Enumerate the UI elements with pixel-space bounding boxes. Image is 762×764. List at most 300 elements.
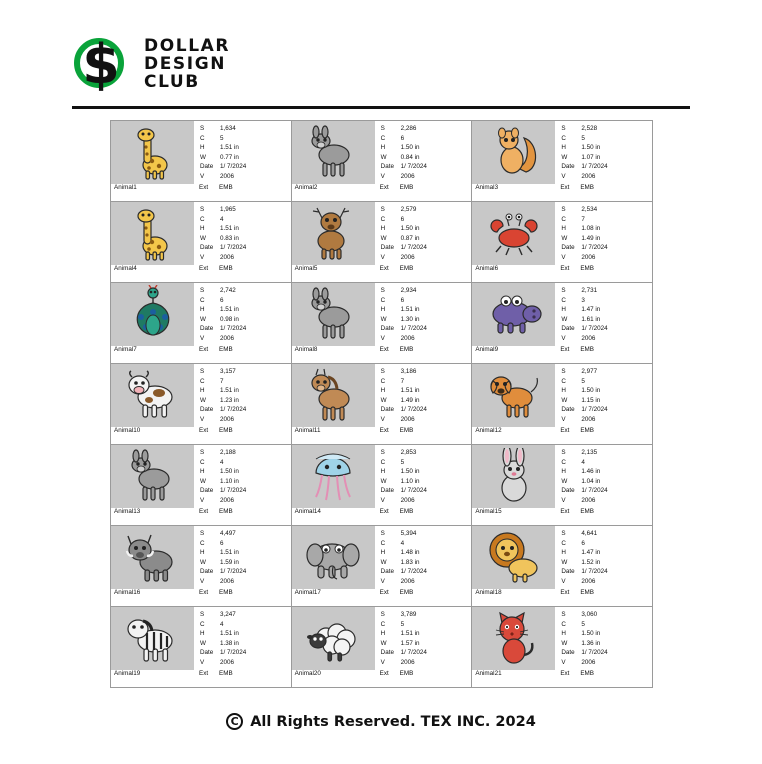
- spec-value-colors: 4: [581, 458, 585, 466]
- spec-key-height: H: [380, 468, 386, 476]
- spec-value-version: 2006: [581, 577, 596, 585]
- spec-key-ext: Ext: [199, 345, 209, 353]
- brand-line-1: DOLLAR: [144, 36, 231, 57]
- spec-key-width: W: [200, 234, 206, 242]
- spec-key-ext: Ext: [199, 669, 209, 677]
- spec-key-version: V: [380, 658, 385, 666]
- spec-key-version: V: [200, 658, 205, 666]
- design-specs: [375, 121, 472, 184]
- spec-key-colors: C: [380, 215, 386, 223]
- lion-icon: [472, 526, 555, 589]
- brand-wordmark: [144, 38, 230, 91]
- spec-key-version: V: [561, 334, 566, 342]
- spec-value-colors: 7: [581, 215, 585, 223]
- design-name: Animal12: [475, 426, 502, 434]
- spec-key-height: H: [561, 387, 566, 395]
- spec-key-version: V: [200, 496, 205, 504]
- spec-key-colors: C: [200, 296, 205, 304]
- spec-key-width: W: [200, 639, 206, 647]
- spec-key-width: W: [380, 234, 387, 242]
- design-name: Animal7: [114, 345, 137, 353]
- deer-icon: [292, 202, 375, 265]
- spec-value-date: 1/ 7/2024: [400, 406, 427, 414]
- spec-value-width: 1.49 in: [581, 234, 601, 242]
- spec-value-date: 1/ 7/2024: [581, 406, 608, 414]
- spec-value-height: 1.51 in: [220, 306, 239, 314]
- spec-key-ext: Ext: [560, 669, 570, 677]
- spec-key-stitches: S: [380, 125, 385, 132]
- design-name: Animal10: [114, 426, 141, 434]
- peacock-icon: [111, 283, 194, 346]
- spec-value-height: 1.50 in: [400, 144, 420, 152]
- spec-value-width: 1.61 in: [581, 315, 601, 323]
- spec-key-date: Date: [380, 163, 394, 171]
- spec-key-date: Date: [561, 649, 575, 657]
- spec-key-height: H: [380, 144, 386, 152]
- spec-value-width: 1.23 in: [220, 396, 239, 404]
- spec-value-stitches: 3,060: [581, 611, 598, 618]
- footer: [0, 712, 762, 730]
- spec-key-version: V: [380, 577, 385, 585]
- spec-key-width: W: [200, 558, 206, 566]
- spec-value-colors: 4: [220, 215, 224, 223]
- spec-value-ext: EMB: [399, 345, 414, 353]
- spec-value-width: 0.77 in: [220, 153, 239, 161]
- spec-value-ext: EMB: [580, 183, 594, 191]
- spec-key-date: Date: [380, 244, 394, 252]
- spec-value-date: 1/ 7/2024: [400, 163, 427, 171]
- design-cell[interactable]: [292, 283, 473, 364]
- design-cell[interactable]: [111, 364, 292, 445]
- spec-key-stitches: S: [200, 368, 205, 375]
- spec-key-version: V: [380, 415, 385, 423]
- spec-value-width: 1.15 in: [581, 396, 601, 404]
- design-specs: [555, 445, 652, 508]
- spec-key-colors: C: [380, 134, 386, 142]
- spec-value-height: 1.47 in: [581, 306, 601, 314]
- spec-key-date: Date: [200, 163, 214, 171]
- spec-value-height: 1.51 in: [220, 549, 239, 557]
- design-name: Animal1: [114, 183, 137, 191]
- donkey-icon: [292, 283, 375, 346]
- spec-key-date: Date: [561, 487, 575, 495]
- spec-key-ext: Ext: [560, 426, 570, 434]
- spec-key-stitches: S: [200, 449, 205, 456]
- spec-value-version: 2006: [400, 658, 415, 666]
- spec-value-colors: 6: [400, 296, 405, 304]
- spec-value-colors: 5: [220, 134, 224, 142]
- design-cell[interactable]: [111, 121, 292, 202]
- spec-value-date: 1/ 7/2024: [581, 325, 608, 333]
- spec-key-date: Date: [200, 406, 214, 414]
- header-divider: [72, 106, 690, 109]
- brand-header: [72, 34, 692, 96]
- spec-key-version: V: [561, 415, 566, 423]
- spec-key-stitches: S: [380, 530, 385, 537]
- spec-key-date: Date: [561, 568, 575, 576]
- spec-key-stitches: S: [561, 449, 566, 456]
- spec-value-version: 2006: [220, 577, 235, 585]
- spec-key-ext: Ext: [379, 669, 389, 677]
- spec-key-height: H: [561, 549, 566, 557]
- spec-value-date: 1/ 7/2024: [400, 487, 427, 495]
- jellyfish-icon: [292, 445, 375, 508]
- spec-value-version: 2006: [400, 334, 415, 342]
- design-grid: [110, 120, 653, 688]
- spec-key-date: Date: [561, 244, 575, 252]
- spec-value-ext: EMB: [399, 183, 414, 191]
- cow-icon: [111, 364, 194, 427]
- spec-key-ext: Ext: [379, 264, 389, 272]
- spec-key-ext: Ext: [560, 183, 570, 191]
- spec-key-width: W: [380, 315, 387, 323]
- spec-key-stitches: S: [561, 368, 566, 375]
- spec-value-width: 1.30 in: [400, 315, 420, 323]
- spec-value-ext: EMB: [580, 669, 594, 677]
- spec-key-colors: C: [561, 134, 566, 142]
- sheep-icon: [292, 607, 375, 670]
- donkey-icon: [111, 445, 194, 508]
- design-name: Animal19: [114, 669, 141, 677]
- spec-value-width: 1.49 in: [400, 396, 420, 404]
- spec-value-stitches: 2,977: [581, 368, 598, 375]
- spec-value-version: 2006: [220, 172, 235, 180]
- spec-value-ext: EMB: [399, 669, 414, 677]
- elephant-icon: [292, 526, 375, 589]
- design-specs: [375, 607, 472, 670]
- spec-key-height: H: [200, 225, 205, 233]
- spec-key-height: H: [561, 306, 566, 314]
- horse-icon: [292, 364, 375, 427]
- spec-value-height: 1.08 in: [581, 225, 601, 233]
- spec-key-width: W: [200, 477, 206, 485]
- spec-value-height: 1.51 in: [220, 144, 239, 152]
- spec-value-colors: 5: [581, 620, 585, 628]
- spec-key-width: W: [561, 558, 568, 566]
- design-specs: [555, 121, 652, 184]
- spec-key-date: Date: [380, 406, 394, 414]
- spec-value-stitches: 3,789: [400, 611, 417, 618]
- brand-line-2: DESIGN: [144, 54, 227, 75]
- design-cell[interactable]: [111, 526, 292, 607]
- spec-key-date: Date: [200, 649, 214, 657]
- design-cell[interactable]: [472, 283, 653, 364]
- zebra-icon: [111, 607, 194, 670]
- hippo-icon: [472, 283, 555, 346]
- spec-value-stitches: 3,247: [220, 611, 236, 618]
- spec-value-stitches: 3,186: [400, 368, 417, 375]
- spec-key-colors: C: [380, 620, 386, 628]
- spec-value-height: 1.51 in: [220, 387, 239, 395]
- spec-value-width: 0.87 in: [400, 234, 420, 242]
- spec-value-ext: EMB: [580, 264, 594, 272]
- design-cell[interactable]: [292, 121, 473, 202]
- spec-key-colors: C: [561, 458, 566, 466]
- spec-value-stitches: 2,528: [581, 125, 598, 132]
- giraffe-icon: [111, 121, 194, 184]
- design-cell[interactable]: [111, 202, 292, 283]
- spec-key-width: W: [380, 477, 387, 485]
- design-cell[interactable]: [292, 202, 473, 283]
- spec-value-width: 1.04 in: [581, 477, 601, 485]
- spec-value-version: 2006: [581, 334, 596, 342]
- spec-value-width: 1.38 in: [220, 639, 239, 647]
- spec-key-ext: Ext: [199, 507, 209, 515]
- spec-key-stitches: S: [200, 125, 205, 132]
- spec-key-stitches: S: [200, 287, 205, 294]
- spec-key-width: W: [561, 153, 568, 161]
- design-specs: [194, 202, 291, 265]
- spec-key-stitches: S: [200, 206, 205, 213]
- spec-value-height: 1.51 in: [400, 387, 420, 395]
- spec-key-height: H: [380, 306, 386, 314]
- spec-key-version: V: [561, 172, 566, 180]
- design-specs: [194, 121, 291, 184]
- spec-key-width: W: [561, 234, 568, 242]
- spec-key-width: W: [380, 396, 387, 404]
- spec-key-colors: C: [200, 458, 205, 466]
- spec-key-version: V: [200, 577, 205, 585]
- spec-value-version: 2006: [400, 172, 415, 180]
- spec-value-colors: 4: [220, 620, 224, 628]
- spec-value-stitches: 2,135: [581, 449, 598, 456]
- spec-value-width: 1.57 in: [400, 639, 420, 647]
- spec-key-date: Date: [200, 568, 214, 576]
- design-specs: [194, 607, 291, 670]
- spec-key-width: W: [200, 153, 206, 161]
- spec-key-colors: C: [200, 620, 205, 628]
- spec-key-stitches: S: [380, 368, 385, 375]
- spec-key-colors: C: [380, 377, 386, 385]
- design-cell[interactable]: [111, 607, 292, 688]
- design-cell[interactable]: [292, 445, 473, 526]
- spec-key-version: V: [380, 253, 385, 261]
- spec-value-colors: 6: [220, 296, 224, 304]
- spec-key-width: W: [561, 315, 568, 323]
- spec-key-version: V: [200, 253, 205, 261]
- spec-value-height: 1.46 in: [581, 468, 601, 476]
- spec-key-height: H: [200, 144, 205, 152]
- design-name: Animal9: [475, 345, 499, 353]
- spec-value-ext: EMB: [219, 507, 233, 515]
- spec-value-ext: EMB: [399, 426, 414, 434]
- spec-value-ext: EMB: [399, 507, 414, 515]
- spec-key-ext: Ext: [379, 588, 389, 596]
- spec-key-version: V: [380, 172, 385, 180]
- spec-value-height: 1.51 in: [220, 225, 239, 233]
- spec-value-stitches: 1,965: [220, 206, 236, 213]
- spec-value-width: 1.52 in: [581, 558, 601, 566]
- design-cell[interactable]: [111, 283, 292, 364]
- spec-value-date: 1/ 7/2024: [220, 325, 247, 333]
- spec-key-stitches: S: [561, 125, 566, 132]
- design-name: Animal15: [475, 507, 502, 515]
- spec-key-date: Date: [380, 649, 394, 657]
- design-cell[interactable]: [111, 445, 292, 526]
- spec-value-date: 1/ 7/2024: [400, 649, 427, 657]
- spec-key-date: Date: [561, 325, 575, 333]
- spec-key-date: Date: [380, 325, 394, 333]
- spec-key-height: H: [380, 387, 386, 395]
- design-specs: [555, 283, 652, 346]
- spec-value-stitches: 2,188: [220, 449, 236, 456]
- spec-value-ext: EMB: [580, 588, 594, 596]
- spec-key-ext: Ext: [379, 507, 389, 515]
- spec-key-version: V: [200, 172, 205, 180]
- spec-key-stitches: S: [561, 530, 566, 537]
- spec-value-colors: 6: [400, 215, 405, 223]
- copyright-icon: C: [226, 713, 243, 730]
- spec-value-width: 1.07 in: [581, 153, 601, 161]
- spec-value-width: 1.59 in: [220, 558, 239, 566]
- spec-value-ext: EMB: [219, 669, 233, 677]
- spec-value-ext: EMB: [399, 264, 414, 272]
- spec-key-version: V: [561, 496, 566, 504]
- design-cell[interactable]: [292, 526, 473, 607]
- spec-value-colors: 7: [400, 377, 405, 385]
- spec-value-width: 0.84 in: [400, 153, 420, 161]
- spec-value-width: 1.10 in: [400, 477, 420, 485]
- design-name: Animal13: [114, 507, 141, 515]
- spec-key-version: V: [561, 658, 566, 666]
- spec-value-version: 2006: [400, 415, 415, 423]
- spec-key-version: V: [561, 253, 566, 261]
- spec-key-colors: C: [561, 539, 566, 547]
- cat-icon: [472, 607, 555, 670]
- spec-key-version: V: [561, 577, 566, 585]
- spec-value-width: 0.83 in: [220, 234, 239, 242]
- design-cell[interactable]: [472, 607, 653, 688]
- rabbit-icon: [472, 445, 555, 508]
- spec-value-colors: 6: [400, 134, 405, 142]
- design-specs: [194, 526, 291, 589]
- spec-value-colors: 5: [581, 377, 585, 385]
- spec-key-height: H: [200, 387, 205, 395]
- spec-value-date: 1/ 7/2024: [220, 244, 247, 252]
- spec-value-stitches: 2,742: [220, 287, 236, 294]
- spec-value-colors: 5: [400, 458, 405, 466]
- spec-key-ext: Ext: [199, 264, 209, 272]
- spec-value-date: 1/ 7/2024: [400, 568, 427, 576]
- squirrel-icon: [472, 121, 555, 184]
- design-specs: [375, 364, 472, 427]
- spec-key-width: W: [200, 396, 206, 404]
- spec-key-ext: Ext: [199, 426, 209, 434]
- design-cell[interactable]: [472, 526, 653, 607]
- spec-value-version: 2006: [400, 496, 415, 504]
- spec-key-stitches: S: [200, 611, 205, 618]
- spec-value-date: 1/ 7/2024: [220, 649, 247, 657]
- spec-key-date: Date: [380, 487, 394, 495]
- design-specs: [375, 526, 472, 589]
- spec-key-height: H: [200, 630, 205, 638]
- spec-value-colors: 7: [220, 377, 224, 385]
- spec-value-ext: EMB: [219, 588, 233, 596]
- design-specs: [555, 607, 652, 670]
- spec-key-ext: Ext: [199, 588, 209, 596]
- spec-value-stitches: 5,394: [400, 530, 417, 537]
- spec-value-colors: 6: [581, 539, 585, 547]
- spec-key-colors: C: [200, 377, 205, 385]
- design-cell[interactable]: [292, 364, 473, 445]
- spec-value-ext: EMB: [580, 426, 594, 434]
- spec-key-height: H: [380, 549, 386, 557]
- design-name: Animal8: [294, 345, 318, 353]
- spec-key-width: W: [380, 153, 387, 161]
- spec-value-colors: 5: [581, 134, 585, 142]
- spec-value-colors: 6: [220, 539, 224, 547]
- design-specs: [375, 445, 472, 508]
- spec-key-ext: Ext: [560, 345, 570, 353]
- spec-value-stitches: 4,497: [220, 530, 236, 537]
- design-cell[interactable]: [292, 607, 473, 688]
- spec-key-colors: C: [561, 215, 566, 223]
- spec-value-stitches: 2,934: [400, 287, 417, 294]
- spec-value-colors: 5: [400, 620, 405, 628]
- spec-key-height: H: [200, 549, 205, 557]
- design-specs: [375, 202, 472, 265]
- spec-value-version: 2006: [581, 658, 596, 666]
- spec-key-ext: Ext: [379, 183, 389, 191]
- spec-value-date: 1/ 7/2024: [400, 325, 427, 333]
- design-name: Animal4: [114, 264, 137, 272]
- design-cell[interactable]: [472, 364, 653, 445]
- spec-value-stitches: 3,157: [220, 368, 236, 375]
- design-specs: [555, 364, 652, 427]
- spec-value-version: 2006: [581, 253, 596, 261]
- spec-key-width: W: [561, 396, 568, 404]
- design-cell[interactable]: [472, 445, 653, 526]
- design-name: Animal11: [294, 426, 321, 434]
- spec-value-date: 1/ 7/2024: [581, 649, 608, 657]
- design-cell[interactable]: [472, 121, 653, 202]
- spec-value-version: 2006: [581, 496, 596, 504]
- spec-value-date: 1/ 7/2024: [220, 487, 247, 495]
- spec-key-ext: Ext: [379, 345, 389, 353]
- spec-value-colors: 4: [220, 458, 224, 466]
- spec-value-stitches: 2,286: [400, 125, 417, 132]
- design-name: Animal18: [475, 588, 502, 596]
- design-cell[interactable]: [472, 202, 653, 283]
- spec-value-date: 1/ 7/2024: [581, 568, 608, 576]
- spec-value-date: 1/ 7/2024: [581, 244, 608, 252]
- design-specs: [194, 283, 291, 346]
- spec-key-stitches: S: [200, 530, 205, 537]
- spec-value-date: 1/ 7/2024: [400, 244, 427, 252]
- spec-key-stitches: S: [380, 206, 385, 213]
- spec-key-version: V: [380, 496, 385, 504]
- spec-value-date: 1/ 7/2024: [220, 568, 247, 576]
- spec-key-date: Date: [561, 163, 575, 171]
- spec-key-stitches: S: [380, 611, 385, 618]
- spec-key-width: W: [561, 477, 568, 485]
- spec-value-width: 1.10 in: [220, 477, 239, 485]
- spec-key-colors: C: [200, 215, 205, 223]
- spec-value-ext: EMB: [219, 345, 233, 353]
- spec-value-height: 1.50 in: [400, 468, 420, 476]
- spec-key-date: Date: [380, 568, 394, 576]
- design-name: Animal5: [294, 264, 318, 272]
- spec-value-height: 1.47 in: [581, 549, 601, 557]
- spec-value-version: 2006: [400, 253, 415, 261]
- design-specs: [555, 526, 652, 589]
- spec-value-ext: EMB: [219, 183, 233, 191]
- design-specs: [555, 202, 652, 265]
- spec-value-stitches: 2,731: [581, 287, 598, 294]
- spec-value-date: 1/ 7/2024: [220, 406, 247, 414]
- spec-value-date: 1/ 7/2024: [581, 163, 608, 171]
- spec-key-height: H: [561, 630, 566, 638]
